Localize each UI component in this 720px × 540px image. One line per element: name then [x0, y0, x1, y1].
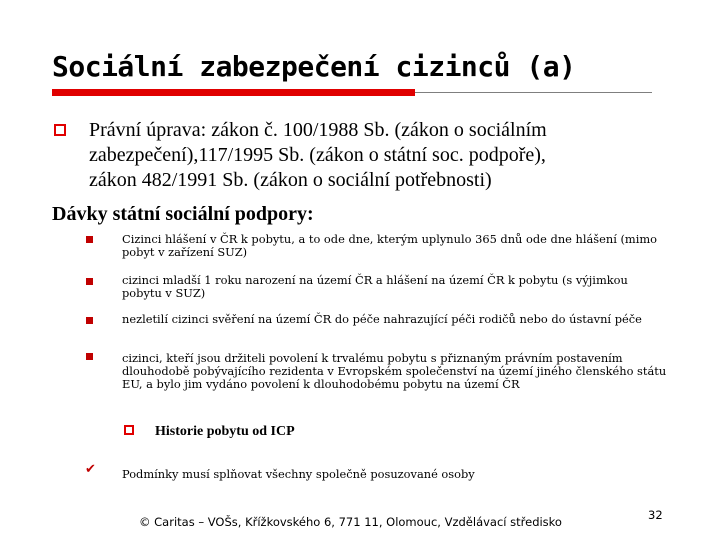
filled-square-icon [86, 353, 93, 360]
legal-basis-text [89, 118, 689, 193]
slide-title: Sociální zabezpečení cizinců (a) [52, 50, 576, 83]
legal-basis-line: zabezpečení),117/1995 Sb. (zákon o státní soc. podpoře), [89, 144, 546, 166]
footer-text: © Caritas – VOŠs, Křížkovského 6, 771 11, Olomouc, Vzdělávací středisko [139, 515, 562, 529]
legal-basis-line: zákon 482/1991 Sb. (zákon o sociální potřebnosti) [89, 169, 492, 191]
conditions-text: Podmínky musí splňovat všechny společně posuzované osoby [122, 467, 475, 481]
list-item: nezletilí cizinci svěření na území ČR do péče nahrazující péči rodičů nebo do ústavní péče [122, 312, 642, 326]
benefits-heading: Dávky státní sociální podpory: [52, 203, 314, 225]
hollow-square-icon [124, 425, 134, 435]
list-item: Cizinci hlášení v ČR k pobytu, a to ode dne, kterým uplynulo 365 dnů ode dne hlášení (mimo pobyt v zařízení SUZ) [122, 232, 658, 259]
checkmark-icon: ✔ [85, 462, 96, 477]
filled-square-icon [86, 317, 93, 324]
filled-square-icon [86, 278, 93, 285]
hollow-square-icon [54, 124, 66, 136]
list-item: cizinci, kteří jsou držiteli povolení k trvalému pobytu s přiznaným právním postavením dlouhodobě pobývajícího rezidenta v Evropském společenství na území jiného členského státu EU, a bylo jim vydáno povolení k dlouhodobému pobytu na území ČR [122, 351, 667, 391]
list-item: cizinci mladší 1 roku narození na území ČR a hlášení na území ČR k pobytu (s výjimkou pobytu v SUZ) [122, 273, 628, 300]
legal-basis-line: Právní úprava: zákon č. 100/1988 Sb. (zákon o sociálním [89, 119, 547, 141]
title-accent-bar [52, 89, 415, 96]
page-number: 32 [648, 508, 663, 522]
filled-square-icon [86, 236, 93, 243]
residence-history-item: Historie pobytu od ICP [155, 424, 295, 439]
